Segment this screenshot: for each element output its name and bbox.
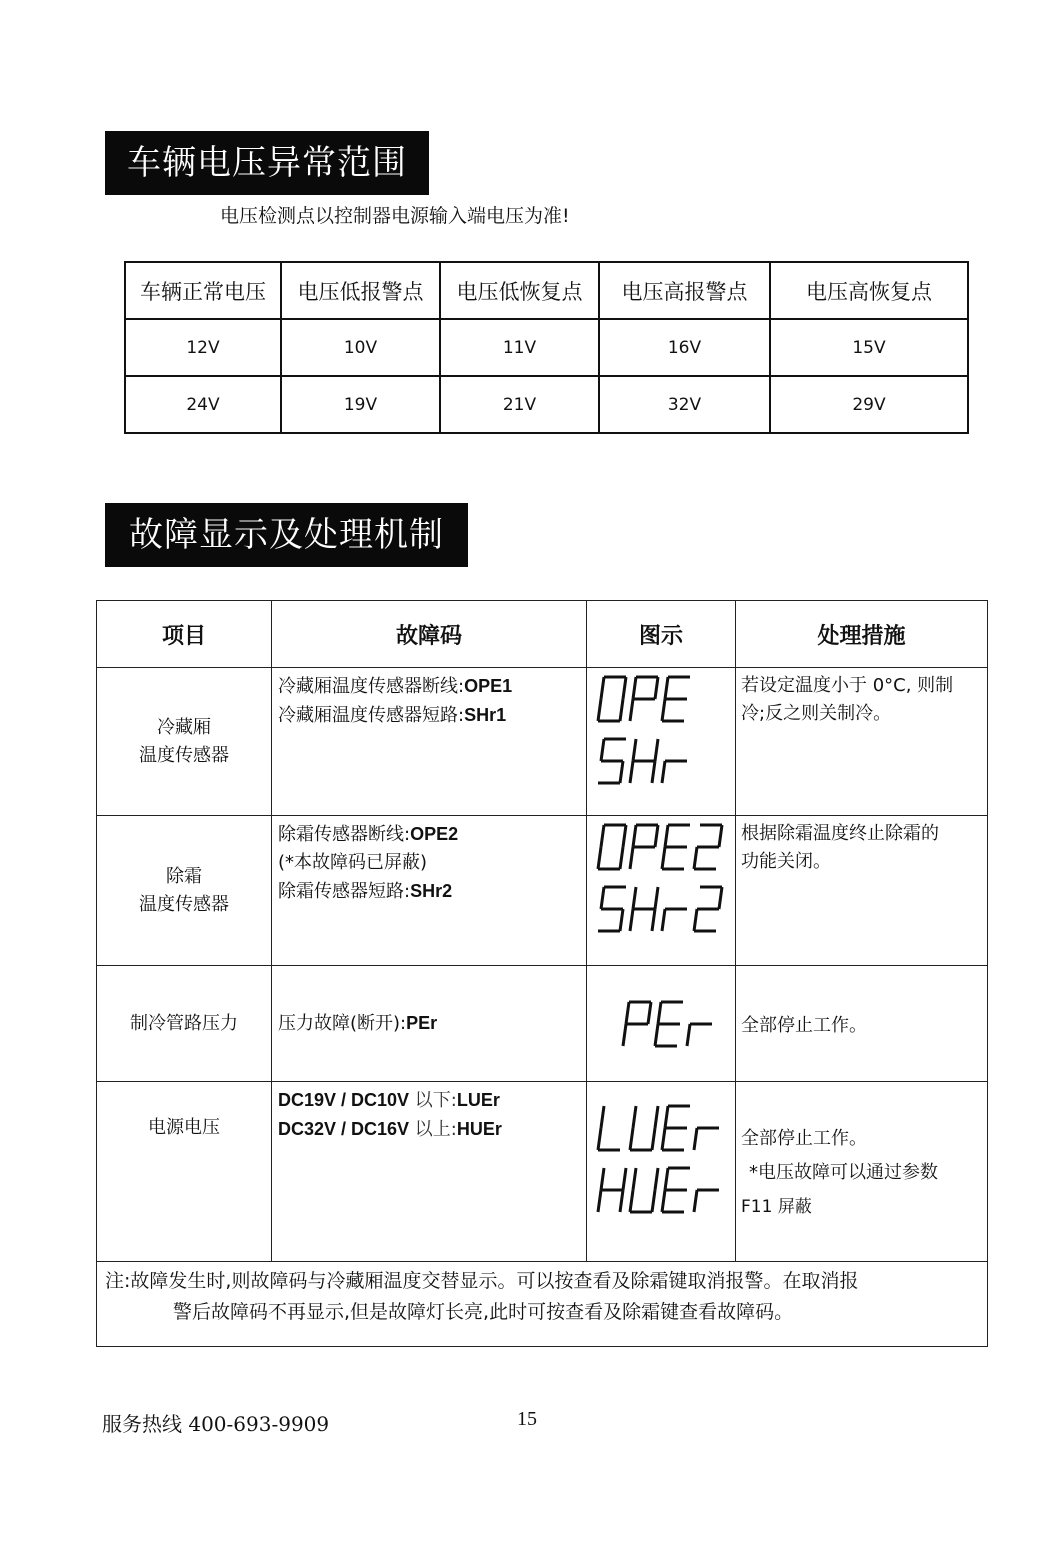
display-segment [623,677,626,699]
code-line: 冷藏厢温度传感器短路:SHr1 [278,705,507,726]
table-row [97,668,988,816]
note-line: 注:故障发生时,则故障码与冷藏厢温度交替显示。可以按查看及除霜键取消报警。在取消报 [105,1270,859,1292]
table-row [125,319,968,376]
display-segment [662,699,665,721]
display-cell [587,1082,736,1262]
table-row [97,816,988,966]
col-low-alarm: 电压低报警点 [281,262,440,319]
table-row [97,966,988,1082]
display-segment [620,847,623,869]
col-high-recover: 电压高恢复点 [770,262,968,319]
display-segment [633,887,636,909]
display-segment [633,1106,636,1128]
display-segment [687,1024,690,1046]
display-segment [652,909,655,931]
col-high-alarm: 电压高报警点 [599,262,770,319]
measure-line: 若设定温度小于 0°C, 则制 [741,675,954,696]
display-segment [652,1190,655,1212]
display-segment [620,699,623,721]
item-label: 除霜 [166,865,202,887]
display-segment [665,825,668,847]
display-segment [665,1106,668,1128]
display-segment [652,1128,655,1150]
item-label: 冷藏厢 [157,716,211,738]
item-label: 电源电压 [148,1117,220,1138]
display-segment [598,1128,601,1150]
measure-line: 功能关闭。 [741,851,831,872]
code-line: 除霜传感器断线:OPE2 [278,824,459,845]
col-item: 项目 [97,601,272,668]
item-cell [97,816,272,966]
display-segment [662,761,665,783]
display-segment [633,825,636,847]
display-segment [623,825,626,847]
display-segment [623,1024,626,1046]
voltage-note: 电压检测点以控制器电源输入端电压为准! [220,205,570,227]
measure-line: 冷;反之则关制冷。 [741,703,892,724]
display-segment [620,909,623,931]
service-hotline: 服务热线 400-693-9909 [102,1412,330,1436]
display-segment [601,1168,604,1190]
display-segment [630,1190,633,1212]
display-segment [665,1168,668,1190]
section-heading-fault: 故障显示及处理机制 [105,503,468,567]
display-segment [630,1128,633,1150]
display-segment [655,1024,658,1046]
display-segment [655,677,658,699]
item-label: 温度传感器 [139,893,229,915]
display-segment [598,1190,601,1212]
display-segment [655,739,658,761]
display-segment [648,1002,651,1024]
table-cell: 19V [281,376,440,433]
note-row [97,1262,988,1347]
col-display: 图示 [587,601,736,668]
display-segment [630,847,633,869]
col-fault-code: 故障码 [272,601,587,668]
table-cell: 11V [440,319,599,376]
display-segment [626,1002,629,1024]
table-cell: 10V [281,319,440,376]
table-cell: 21V [440,376,599,433]
display-segment [620,761,623,783]
note-line: 警后故障码不再显示,但是故障灯长亮,此时可按查看及除霜键查看故障码。 [173,1301,794,1323]
measure-cell [736,1082,988,1262]
voltage-table-header [125,262,968,319]
display-segment [662,909,665,931]
display-segment [694,1190,697,1212]
display-segment [601,677,604,699]
item-label: 制冷管路压力 [130,1012,238,1034]
code-line: DC19V / DC10V 以下:LUEr [278,1090,500,1111]
code-cell [272,966,587,1082]
display-segment [601,887,604,909]
display-segment [655,887,658,909]
code-line: 除霜传感器短路:SHr2 [278,881,453,902]
display-cell [587,816,736,966]
table-cell: 16V [599,319,770,376]
display-segment [719,887,722,909]
display-segment [601,739,604,761]
seven-segment-display [588,1098,734,1222]
table-row [125,376,968,433]
display-segment [652,761,655,783]
table-cell: 12V [125,319,281,376]
display-segment [598,699,601,721]
fault-table [96,600,988,1347]
item-label: 温度传感器 [139,744,229,766]
display-cell [587,966,736,1082]
display-segment [630,699,633,721]
display-segment [633,1168,636,1190]
code-line: 冷藏厢温度传感器断线:OPE1 [278,676,513,697]
display-cell [587,668,736,816]
display-segment [623,1168,626,1190]
note-cell [97,1262,988,1347]
display-segment [662,1190,665,1212]
display-segment [601,825,604,847]
display-segment [598,847,601,869]
col-low-recover: 电压低恢复点 [440,262,599,319]
table-cell: 24V [125,376,281,433]
col-measure: 处理措施 [736,601,988,668]
display-segment [658,1002,661,1024]
measure-cell [736,668,988,816]
col-normal-voltage: 车辆正常电压 [125,262,281,319]
table-cell: 29V [770,376,968,433]
display-segment [620,1190,623,1212]
display-segment [633,739,636,761]
table-row [97,1082,988,1262]
code-line: 压力故障(断开):PEr [278,1013,438,1034]
page-number: 15 [517,1408,537,1430]
measure-line: F11 屏蔽 [741,1197,812,1217]
table-cell: 15V [770,319,968,376]
fault-table-header [97,601,988,668]
measure-cell [736,816,988,966]
code-line: DC32V / DC16V 以上:HUEr [278,1119,502,1140]
display-segment [630,761,633,783]
display-segment [719,825,722,847]
display-segment [655,825,658,847]
measure-line: 全部停止工作。 [741,1014,867,1036]
display-segment [694,847,697,869]
measure-line: 全部停止工作。 [741,1128,867,1149]
seven-segment-display [588,669,734,793]
measure-line: 根据除霜温度终止除霜的 [741,823,939,844]
item-cell [97,966,272,1082]
measure-cell [736,966,988,1082]
display-segment [662,1128,665,1150]
display-segment [655,1106,658,1128]
display-segment [665,677,668,699]
section-heading-voltage: 车辆电压异常范围 [105,131,429,195]
display-segment [655,1168,658,1190]
measure-line: *电压故障可以通过参数 [749,1162,938,1183]
code-cell [272,816,587,966]
item-cell [97,1082,272,1262]
item-cell [97,668,272,816]
table-cell: 32V [599,376,770,433]
display-segment [601,1106,604,1128]
seven-segment-display [588,817,734,941]
display-segment [694,1128,697,1150]
display-segment [633,677,636,699]
code-cell [272,668,587,816]
display-segment [662,847,665,869]
code-cell [272,1082,587,1262]
display-segment [694,909,697,931]
seven-segment-display [588,994,734,1054]
voltage-table [124,261,969,434]
display-segment [630,909,633,931]
code-line: (*本故障码已屏蔽) [278,852,428,873]
